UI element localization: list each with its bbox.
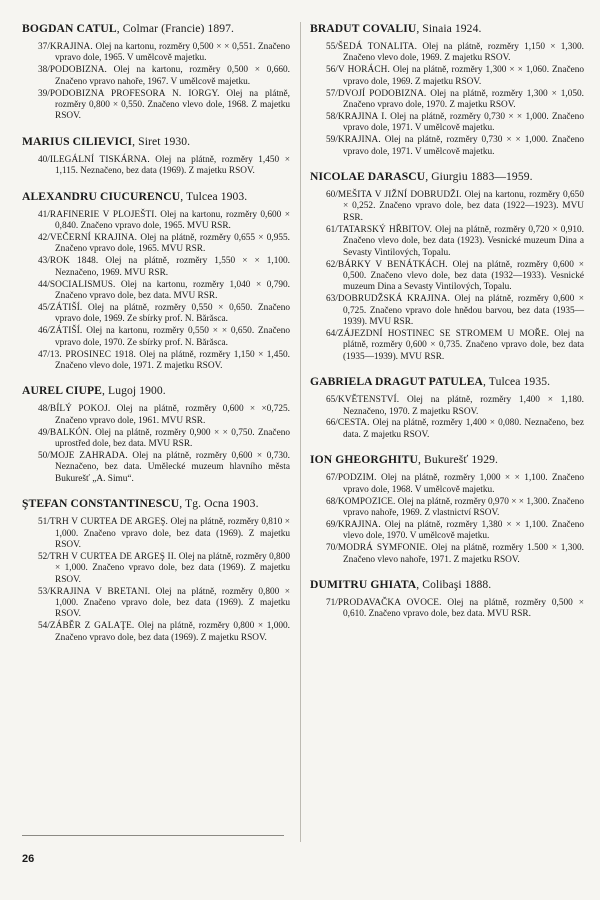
entry-title: V HORÁCH. (337, 65, 390, 76)
entry-description: Olej na plátně, rozměry 0,600 × 0,725. Značeno vpravo dole hnědou barvou, bez data (1935—1939). MVU RSR. (343, 294, 584, 328)
catalog-entry (310, 112, 584, 135)
entry-title: SOCIALISMUS. (49, 279, 116, 290)
catalog-entry (22, 42, 290, 65)
entry-description: Olej na plátně, rozměry 1,300 × × 1,060. Značeno vpravo dole, 1969. Z majetku RSOV. (343, 65, 584, 87)
column-divider (300, 22, 301, 842)
entry-title: MOJE ZAHRADA. (49, 450, 128, 461)
entry-number: 53/ (38, 586, 50, 597)
catalog-entry (22, 233, 290, 256)
entry-number: 45/ (38, 302, 50, 313)
entry-title: KRAJINA. (49, 42, 93, 52)
entry-title: KOMPOZICE. (337, 496, 396, 507)
entry-number: 56/ (326, 65, 338, 76)
artist-birth: , Colmar (Francie) 1897. (116, 22, 235, 35)
catalog-entry (22, 517, 290, 551)
entry-description: Olej na plátně, rozměry 0,655 × 0,955. Značeno vpravo dole, 1965. MVU RSR. (55, 232, 290, 255)
artist-section (22, 384, 290, 485)
entry-number: 38/ (38, 65, 50, 76)
artist-heading (22, 384, 290, 398)
entry-description: Olej na plátně, rozměry 0,600 × ×0,725. Značeno vpravo dole, 1961. MVU RSR. (55, 404, 290, 426)
entry-title: 13. PROSINEC 1918. (49, 349, 136, 360)
entry-description: Olej na plátně, rozměry 0,900 × × 0,750. Značeno uprostřed dole, bez data. MVU RSR. (55, 427, 290, 450)
entry-number: 54/ (38, 621, 50, 632)
entry-title: MEŠITA V JIŽNÍ DOBRUDŽI. (337, 190, 462, 201)
entry-description: Olej na plátně, rozměry 0,800 × 1,000. Značeno vpravo dole, bez data (1969). Z majetku RSOV. (55, 551, 290, 585)
artist-heading (310, 375, 584, 389)
entry-title: TRH V CURTEA DE ARGEŞ. (49, 517, 168, 528)
entry-number: 50/ (38, 450, 50, 461)
entry-number: 55/ (326, 42, 338, 52)
catalog-entry (310, 395, 584, 418)
catalog-entry (310, 329, 584, 363)
catalog-entry (22, 326, 290, 349)
artist-section (22, 497, 290, 644)
catalog-entry (310, 225, 584, 259)
catalog-entry (310, 294, 584, 328)
catalog-entry (310, 497, 584, 520)
entry-number: 48/ (38, 404, 50, 415)
catalog-entry (22, 256, 290, 279)
page-number: 26 (22, 853, 35, 865)
artist-birth: , Bukurešť 1929. (418, 453, 498, 467)
artist-name: GABRIELA DRAGUT PATULEA (310, 375, 484, 389)
entry-number: 47/ (38, 349, 50, 360)
catalog-entry (310, 418, 584, 441)
entry-description: Olej na plátně, rozměry 1,300 × 1,050. Značeno vpravo dole, 1970. Z majetku RSOV. (343, 88, 584, 111)
artist-name: ŞTEFAN CONSTANTINESCU (22, 497, 180, 511)
artist-name: NICOLAE DARASCU (310, 170, 426, 184)
left-column (22, 22, 290, 656)
entry-number: 59/ (326, 135, 338, 146)
entry-description: Olej na plátně, rozměry 0,600 × 0,500. Značeno vlevo dole, bez data (1932—1933). Vesnické muzeum Dina a Sevasty Vintilových, Topalu. (343, 259, 584, 293)
catalog-entry (22, 404, 290, 427)
catalog-entry (310, 135, 584, 158)
entry-number: 41/ (38, 209, 50, 220)
artist-name: MARIUS CILIEVICI (22, 134, 133, 148)
entry-title: KRAJINA. (337, 135, 381, 146)
catalog-entry (310, 65, 584, 88)
artist-section (22, 135, 290, 178)
entry-title: ŠEDÁ TONALITA. (337, 42, 418, 52)
artist-section (22, 22, 290, 123)
entry-description: Olej na plátně, rozměry 0,550 × 0,650. Značeno vpravo dole, 1969. Ze sbírky prof. N. Bărăsca. (55, 302, 290, 325)
catalog-entry (310, 190, 584, 224)
entry-title: DOBRUDŽSKÁ KRAJINA. (337, 294, 450, 305)
catalog-entry (22, 552, 290, 586)
entry-number: 69/ (326, 519, 338, 530)
entry-description: Olej na kartonu, rozměry 0,600 × 0,840. Značeno vpravo dole, 1965. MVU RSR. (55, 209, 290, 232)
entry-description: Olej na plátně, rozměry 0,730 × × 1,000. Značeno vpravo dole, 1971. V umělcově majetku. (343, 135, 584, 157)
artist-heading (310, 170, 584, 184)
entry-number: 64/ (326, 328, 338, 339)
entry-description: Olej na plátně, rozměry 0,800 × 1,000. Značeno vpravo dole, bez data (1969). Z majetku RSOV. (55, 621, 290, 643)
entry-title: ZÁJEZDNÍ HOSTINEC SE STROMEM U MOŘE. (337, 328, 550, 339)
artist-birth: , Colibaşi 1888. (416, 578, 492, 592)
artist-birth: , Sinaia 1924. (416, 22, 482, 35)
entry-title: ILEGÁLNÍ TISKÁRNA. (49, 154, 150, 165)
entry-title: BÁRKY V BENÁTKÁCH. (337, 259, 448, 270)
entry-number: 39/ (38, 88, 50, 99)
entry-number: 46/ (38, 326, 50, 337)
entry-description: Olej na plátně, rozměry 1,450 × 1,115. Neznačeno, bez data (1969). Z majetku RSOV. (55, 154, 290, 177)
catalog-entry (22, 65, 290, 88)
entry-description: Olej na plátně, rozměry 0,730 × × 1,000. Značeno vpravo dole, 1971. V umělcově majetku. (343, 111, 584, 134)
entry-title: TRH V CURTEA DE ARGEŞ II. (49, 551, 177, 562)
entry-title: BALKÓN. (49, 427, 92, 438)
entry-number: 52/ (38, 551, 50, 562)
artist-section (310, 453, 584, 566)
entry-title: ROK 1848. (49, 256, 99, 267)
artist-birth: , Tulcea 1903. (180, 189, 248, 203)
catalog-entry (22, 350, 290, 373)
entry-description: Olej na plátně, rozměry 1,550 × × 1,100. Neznačeno, 1969. MVU RSR. (55, 256, 290, 278)
entry-title: BÍLÝ POKOJ. (49, 404, 111, 415)
catalog-entry (310, 520, 584, 543)
entry-number: 61/ (326, 224, 338, 235)
artist-birth: , Siret 1930. (132, 134, 191, 148)
entry-title: RAFINERIE V PLOJEŠTI. (49, 209, 157, 220)
entry-description: Olej na plátně, rozměry 1.500 × 1,300. Značeno vlevo nahoře, 1971. Z majetku RSOV. (343, 543, 584, 565)
entry-title: KRAJINA I. (337, 111, 387, 122)
artist-name: ION GHEORGHITU (310, 453, 419, 467)
catalog-entry (310, 42, 584, 65)
entry-description: Olej na plátně, rozměry 1,150 × 1,450. Značeno vlevo dole, 1971. Z majetku RSOV. (55, 349, 290, 371)
entry-number: 70/ (326, 543, 338, 554)
artist-birth: , Tulcea 1935. (483, 375, 551, 389)
entry-description: Olej na plátně, rozměry 0,500 × 0,610. Značeno vpravo dole, bez data. MVU RSR. (343, 598, 584, 620)
artist-name: DUMITRU GHIATA (310, 578, 417, 592)
entry-description: Olej na kartonu, rozměry 0,650 × 0,252. Značeno vpravo dole, bez data (1922—1923). MVU RSR. (343, 190, 584, 223)
entry-number: 67/ (326, 473, 338, 484)
artist-name: BRADUT COVALIU (310, 22, 417, 35)
artist-birth: , Tg. Ocna 1903. (179, 497, 259, 511)
entry-number: 63/ (326, 294, 338, 305)
artist-section (310, 375, 584, 441)
entry-title: KRAJINA V BRETANI. (49, 586, 151, 597)
entry-description: Olej na plátně, rozměry 0,800 × 1,000. Značeno vpravo dole, bez data (1969). Z majetku RSOV. (55, 586, 290, 620)
entry-description: Olej na kartonu, rozměry 0,500 × 0,660. Značeno vpravo nahoře, 1967. V umělcově majetku. (55, 65, 290, 87)
footer-rule (22, 835, 284, 836)
catalog-entry (22, 303, 290, 326)
artist-name: AUREL CIUPE (22, 384, 103, 398)
entry-number: 49/ (38, 427, 50, 438)
entry-number: 40/ (38, 154, 50, 165)
entry-description: Olej na plátně, rozměry 1,400 × 1,180. Neznačeno, 1970. Z majetku RSOV. (343, 395, 584, 417)
catalog-entry (22, 280, 290, 303)
entry-description: Olej na plátně, rozměry 1,000 × × 1,100. Značeno vpravo dole, 1968. V umělcově majetku. (343, 473, 584, 495)
entry-number: 57/ (326, 88, 338, 99)
artist-heading (310, 578, 584, 592)
artist-section (310, 578, 584, 621)
entry-number: 62/ (326, 259, 338, 270)
entry-title: VEČERNÍ KRAJINA. (49, 232, 138, 243)
catalog-entry (22, 428, 290, 451)
entry-number: 65/ (326, 395, 338, 406)
entry-title: DVOJÍ PODOBIZNA. (337, 88, 427, 99)
catalog-entry (22, 210, 290, 233)
catalog-entry (310, 260, 584, 294)
entry-number: 60/ (326, 190, 338, 201)
entry-number: 71/ (326, 598, 338, 609)
artist-name: ALEXANDRU CIUCURENCU (22, 189, 181, 203)
catalog-entry (310, 89, 584, 112)
entry-title: PODZIM. (337, 473, 377, 484)
entry-title: KVĚTENSTVÍ. (337, 395, 400, 406)
catalog-entry (22, 621, 290, 644)
entry-description: Olej na plátně, rozměry 1,400 × 0,080. Neznačeno, bez data. Z majetku RSOV. (343, 418, 584, 440)
artist-birth: , Lugoj 1900. (102, 384, 166, 398)
entry-description: Olej na plátně, rozměry 0,800 × 0,550. Značeno vlevo dole, 1968. Z majetku RSOV. (55, 88, 290, 122)
right-column (310, 22, 584, 633)
entry-description: Olej na kartonu, rozměry 0,550 × × 0,650. Značeno vpravo dole, 1970. Ze sbírky prof. N. Bărăsca. (55, 326, 290, 348)
entry-title: TATARSKÝ HŘBITOV. (337, 224, 433, 235)
artist-heading (310, 453, 584, 467)
artist-section (22, 190, 290, 373)
entry-description: Olej na plátně, rozměry 1,380 × × 1,100. Značeno vlevo dole, 1970. V umělcově majetku. (343, 519, 584, 542)
artist-heading (22, 497, 290, 511)
entry-description: Olej na plátně, rozměry 0,600 × 0,735. Značeno vpravo dole, bez data (1935—1939). MVU RSR. (343, 328, 584, 362)
artist-heading (22, 190, 290, 204)
entry-number: 58/ (326, 111, 338, 122)
artist-name: BOGDAN CATUL (22, 22, 117, 35)
catalog-entry (310, 543, 584, 566)
entry-title: ZÁTIŠÍ. (49, 326, 83, 337)
entry-number: 37/ (38, 42, 50, 52)
entry-description: Olej na plátně, rozměry 0,970 × × 1,300. Značeno vpravo nahoře, 1969. Z vlastnictví RSOV. (343, 496, 584, 518)
entry-number: 42/ (38, 232, 50, 243)
entry-description: Olej na kartonu, rozměry 0,500 × × 0,551. Značeno vpravo dole, 1965. V umělcově majetku. (55, 42, 290, 64)
entry-description: Olej na plátně, rozměry 0,810 × 1,000. Značeno vpravo dole, bez data (1969). Z majetku RSOV. (55, 517, 290, 550)
entry-title: PODOBIZNA PROFESORA N. IORGY. (49, 88, 220, 99)
catalog-entry (22, 587, 290, 621)
entry-title: PODOBIZNA. (49, 65, 107, 76)
artist-birth: , Giurgiu 1883—1959. (425, 170, 533, 184)
artist-section (310, 170, 584, 363)
entry-description: Olej na kartonu, rozměry 1,040 × 0,790. Značeno vpravo dole, bez data. MVU RSR. (55, 279, 290, 301)
entry-title: PRODAVAČKA OVOCE. (337, 598, 442, 609)
catalog-entry (22, 155, 290, 178)
entry-title: MODRÁ SYMFONIE. (337, 543, 428, 554)
entry-number: 44/ (38, 279, 50, 290)
artist-heading (310, 22, 584, 36)
entry-number: 66/ (326, 418, 338, 429)
entry-title: ZÁBĚR Z GALAŢE. (49, 621, 135, 632)
entry-number: 51/ (38, 517, 50, 528)
entry-title: ZÁTIŠÍ. (49, 302, 83, 313)
catalog-entry (310, 473, 584, 496)
artist-heading (22, 22, 290, 36)
entry-description: Olej na plátně, rozměry 1,150 × 1,300. Značeno vlevo dole, 1969. Z majetku RSOV. (343, 42, 585, 64)
artist-section (310, 22, 584, 158)
entry-number: 68/ (326, 496, 338, 507)
entry-number: 43/ (38, 256, 50, 267)
catalog-entry (22, 451, 290, 485)
entry-description: Olej na plátně, rozměry 0,720 × 0,910. Značeno vlevo dole, bez data (1923). Vesnické muzeum Dina a Sevasty Vintilových, Topalu. (343, 224, 584, 258)
artist-heading (22, 135, 290, 149)
catalog-entry (310, 598, 584, 621)
catalog-entry (22, 89, 290, 123)
entry-title: KRAJINA. (337, 519, 381, 530)
entry-description: Olej na plátně, rozměry 0,600 × 0,730. Neznačeno, bez data. Umělecké muzeum hlavního města Bukurešť „A. Simu“. (55, 450, 290, 484)
entry-title: CESTA. (337, 418, 370, 429)
